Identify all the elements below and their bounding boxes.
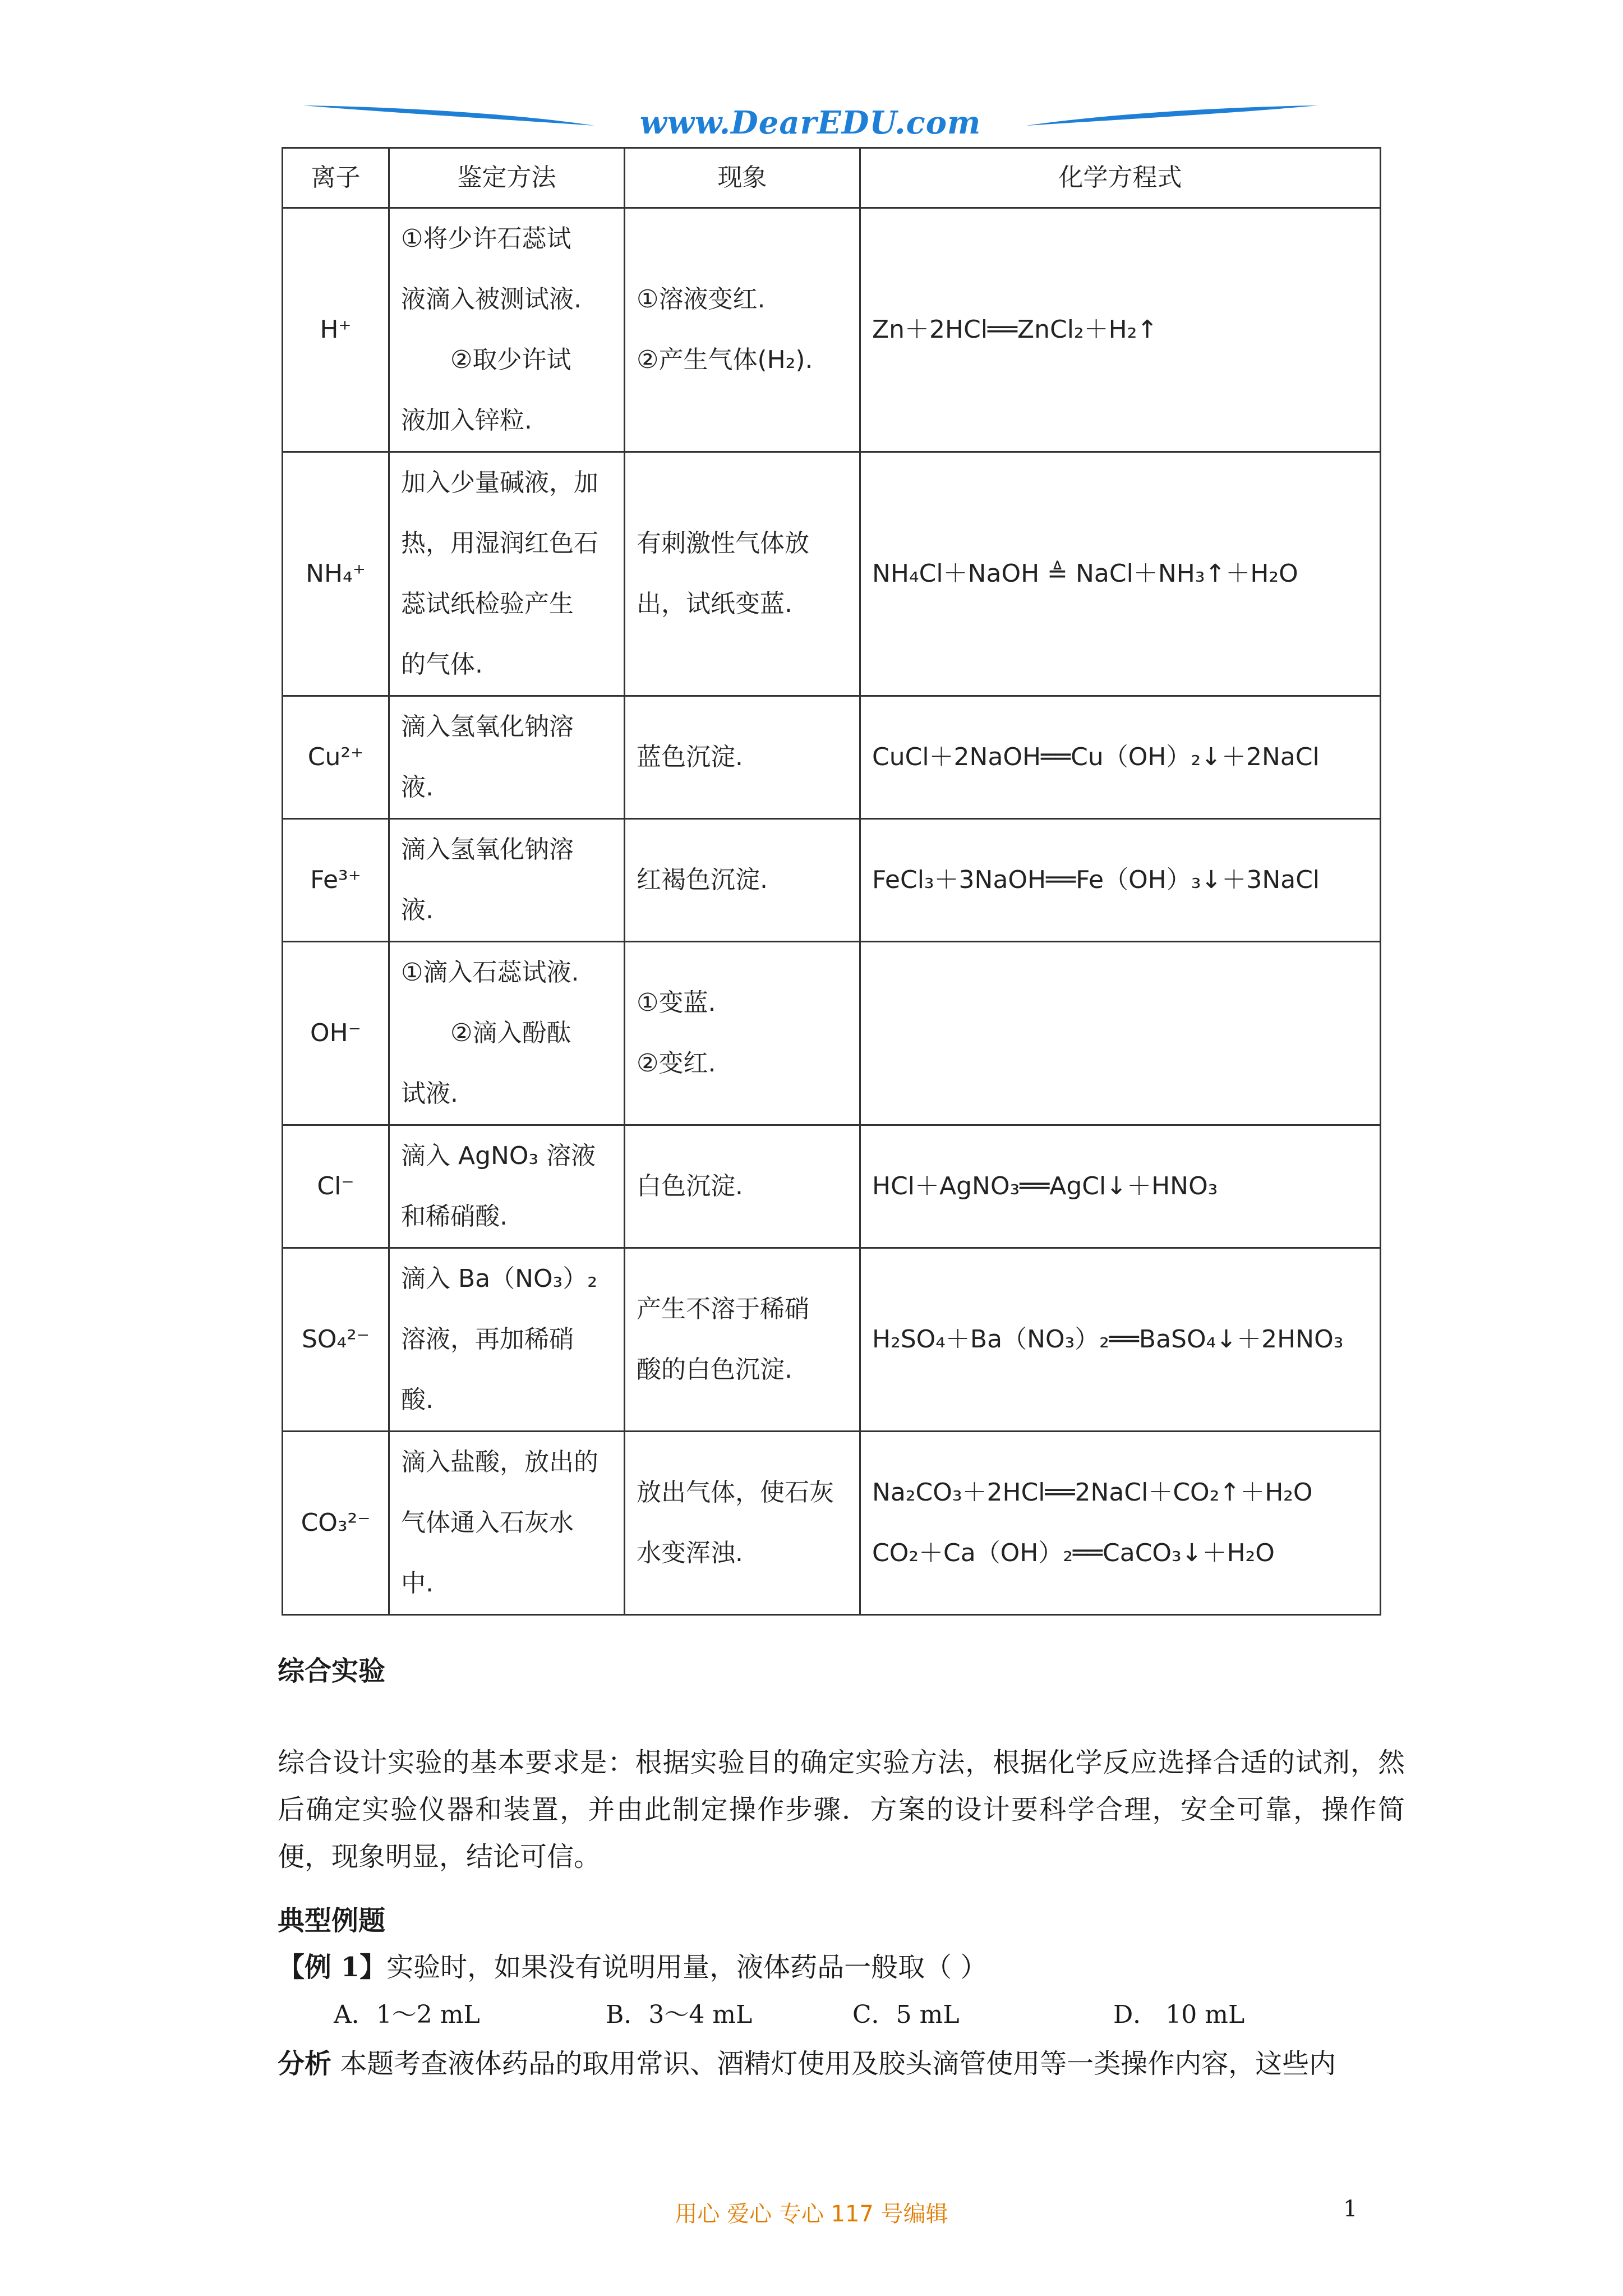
cell-phenomenon-line: 有刺激性气体放 [637, 529, 809, 558]
cell-method [389, 1125, 625, 1248]
cell-phenomenon-line: 红褐色沉淀. [637, 866, 768, 894]
cell-ion: CO₃²⁻ [283, 1432, 389, 1615]
cell-method-line: 中. [401, 1569, 434, 1598]
cell-method-line: 液加入锌粒. [401, 406, 532, 435]
cell-equation-line: Na₂CO₃＋2HCl══2NaCl＋CO₂↑＋H₂O [872, 1478, 1313, 1507]
table-row [283, 696, 1381, 819]
site-title: www.DearEDU.com [639, 104, 981, 141]
cell-method-line: 滴入 AgNO₃ 溶液 [401, 1142, 596, 1170]
cell-method-line: ②滴入酚酞 [401, 1019, 571, 1047]
option-b: B．3～4 mL [606, 2000, 753, 2029]
header-method: 鉴定方法 [389, 148, 625, 208]
example-label: 【例 1】 [278, 1952, 387, 1983]
cell-method [389, 942, 625, 1125]
cell-method [389, 208, 625, 452]
cell-ion: OH⁻ [283, 942, 389, 1125]
table-header-row [283, 148, 1381, 208]
cell-phenomenon-line: ①溶液变红. [637, 285, 766, 314]
cell-ion: Fe³⁺ [283, 819, 389, 942]
cell-method-line: 和稀硝酸. [401, 1202, 508, 1231]
cell-phenomenon-line: 白色沉淀. [637, 1172, 743, 1200]
cell-phenomenon [625, 942, 860, 1125]
cell-equation-line: HCl＋AgNO₃══AgCl↓＋HNO₃ [872, 1172, 1218, 1200]
cell-method-line: 滴入氢氧化钠溶 [401, 835, 574, 864]
cell-method-line: 液滴入被测试液. [401, 285, 582, 314]
header-ion: 离子 [283, 148, 389, 208]
cell-method [389, 1432, 625, 1615]
question-text: 实验时，如果没有说明用量，液体药品一般取（ ） [386, 1952, 988, 1983]
cell-method-line: 滴入氢氧化钠溶 [401, 712, 574, 741]
cell-method [389, 452, 625, 696]
cell-method-line: 加入少量碱液，加 [401, 468, 598, 497]
cell-method-line: 滴入 Ba（NO₃）₂ [401, 1264, 597, 1293]
cell-phenomenon [625, 452, 860, 696]
cell-method-line: 热，用湿润红色石 [401, 529, 598, 558]
cell-equation-line: CuCl＋2NaOH══Cu（OH）₂↓＋2NaCl [872, 743, 1320, 771]
cell-method-line: 气体通入石灰水 [401, 1508, 574, 1537]
cell-phenomenon-line: ①变蓝. [637, 988, 716, 1017]
cell-method-line: ①滴入石蕊试液. [401, 958, 579, 987]
cell-method-line: ①将少许石蕊试 [401, 224, 571, 253]
cell-equation-line: Zn＋2HCl══ZnCl₂＋H₂↑ [872, 315, 1158, 344]
cell-method-line: 液. [401, 773, 434, 802]
cell-phenomenon [625, 819, 860, 942]
cell-equation [860, 819, 1381, 942]
page-header [303, 101, 1318, 140]
option-c: C．5 mL [852, 2000, 960, 2029]
cell-ion: NH₄⁺ [283, 452, 389, 696]
cell-phenomenon-line: 蓝色沉淀. [637, 743, 743, 771]
cell-phenomenon [625, 1432, 860, 1615]
cell-phenomenon-line: ②变红. [637, 1049, 716, 1078]
example-question [278, 1945, 987, 1984]
table-row [283, 942, 1381, 1125]
cell-equation-line: H₂SO₄＋Ba（NO₃）₂══BaSO₄↓＋2HNO₃ [872, 1325, 1344, 1354]
cell-ion: Cl⁻ [283, 1125, 389, 1248]
cell-method-line: 滴入盐酸，放出的 [401, 1448, 598, 1476]
cell-equation [860, 696, 1381, 819]
cell-phenomenon-line: ②产生气体(H₂). [637, 346, 813, 374]
right-swoosh-decoration [1026, 101, 1318, 135]
cell-method [389, 1248, 625, 1432]
cell-method-line: 的气体. [401, 650, 483, 679]
cell-phenomenon-line: 产生不溶于稀硝 [637, 1295, 809, 1323]
cell-phenomenon [625, 696, 860, 819]
option-d: D． 10 mL [1113, 2000, 1245, 2029]
cell-equation [860, 942, 1381, 1125]
cell-method-line: ②取少许试 [401, 346, 571, 374]
cell-method [389, 819, 625, 942]
cell-ion: Cu²⁺ [283, 696, 389, 819]
cell-equation-line: FeCl₃＋3NaOH══Fe（OH）₃↓＋3NaCl [872, 866, 1320, 894]
cell-phenomenon-line: 出，试纸变蓝. [637, 590, 792, 618]
cell-phenomenon [625, 1125, 860, 1248]
section-paragraph: 综合设计实验的基本要求是：根据实验目的确定实验方法，根据化学反应选择合适的试剂，然后确定实验仪器和装置，并由此制定操作步骤．方案的设计要科学合理，安全可靠，操作简便，现象明显，结论可信。 [278, 1747, 1405, 1872]
table-row [283, 819, 1381, 942]
cell-equation [860, 452, 1381, 696]
cell-ion: SO₄²⁻ [283, 1248, 389, 1432]
cell-equation [860, 1248, 1381, 1432]
cell-method-line: 试液. [401, 1079, 458, 1108]
cell-equation [860, 1125, 1381, 1248]
cell-phenomenon [625, 208, 860, 452]
section-title-comprehensive-experiment: 综合实验 [278, 1655, 386, 1687]
table-row [283, 1125, 1381, 1248]
cell-method [389, 696, 625, 819]
table-row [283, 1248, 1381, 1432]
cell-method-line: 溶液，再加稀硝 [401, 1325, 574, 1354]
table-row [283, 1432, 1381, 1615]
cell-equation [860, 1432, 1381, 1615]
cell-phenomenon-line: 酸的白色沉淀. [637, 1355, 792, 1384]
table-row [283, 208, 1381, 452]
header-phenomenon: 现象 [625, 148, 860, 208]
table-row [283, 452, 1381, 696]
cell-equation-line: NH₄Cl＋NaOH ≜ NaCl＋NH₃↑＋H₂O [872, 559, 1298, 588]
analysis-label: 分析 [278, 2048, 332, 2079]
cell-method-line: 液. [401, 896, 434, 924]
section-title-typical-examples: 典型例题 [278, 1905, 386, 1936]
analysis-line [278, 2042, 1336, 2081]
cell-phenomenon-line: 放出气体，使石灰 [637, 1478, 834, 1507]
page-footer: 用心 爱心 专心 117 号编辑 [675, 2201, 948, 2227]
cell-equation [860, 208, 1381, 452]
header-equation: 化学方程式 [860, 148, 1381, 208]
cell-phenomenon [625, 1248, 860, 1432]
cell-method-line: 酸. [401, 1386, 434, 1414]
cell-equation-line: CO₂＋Ca（OH）₂══CaCO₃↓＋H₂O [872, 1539, 1275, 1567]
analysis-text: 本题考查液体药品的取用常识、酒精灯使用及胶头滴管使用等一类操作内容，这些内 [331, 2048, 1336, 2079]
cell-method-line: 蕊试纸检验产生 [401, 590, 574, 618]
cell-ion: H⁺ [283, 208, 389, 452]
page-number: 1 [1343, 2196, 1358, 2222]
cell-phenomenon-line: 水变浑浊. [637, 1539, 743, 1567]
ion-identification-table [282, 147, 1381, 1616]
option-a: A．1～2 mL [334, 2000, 480, 2029]
